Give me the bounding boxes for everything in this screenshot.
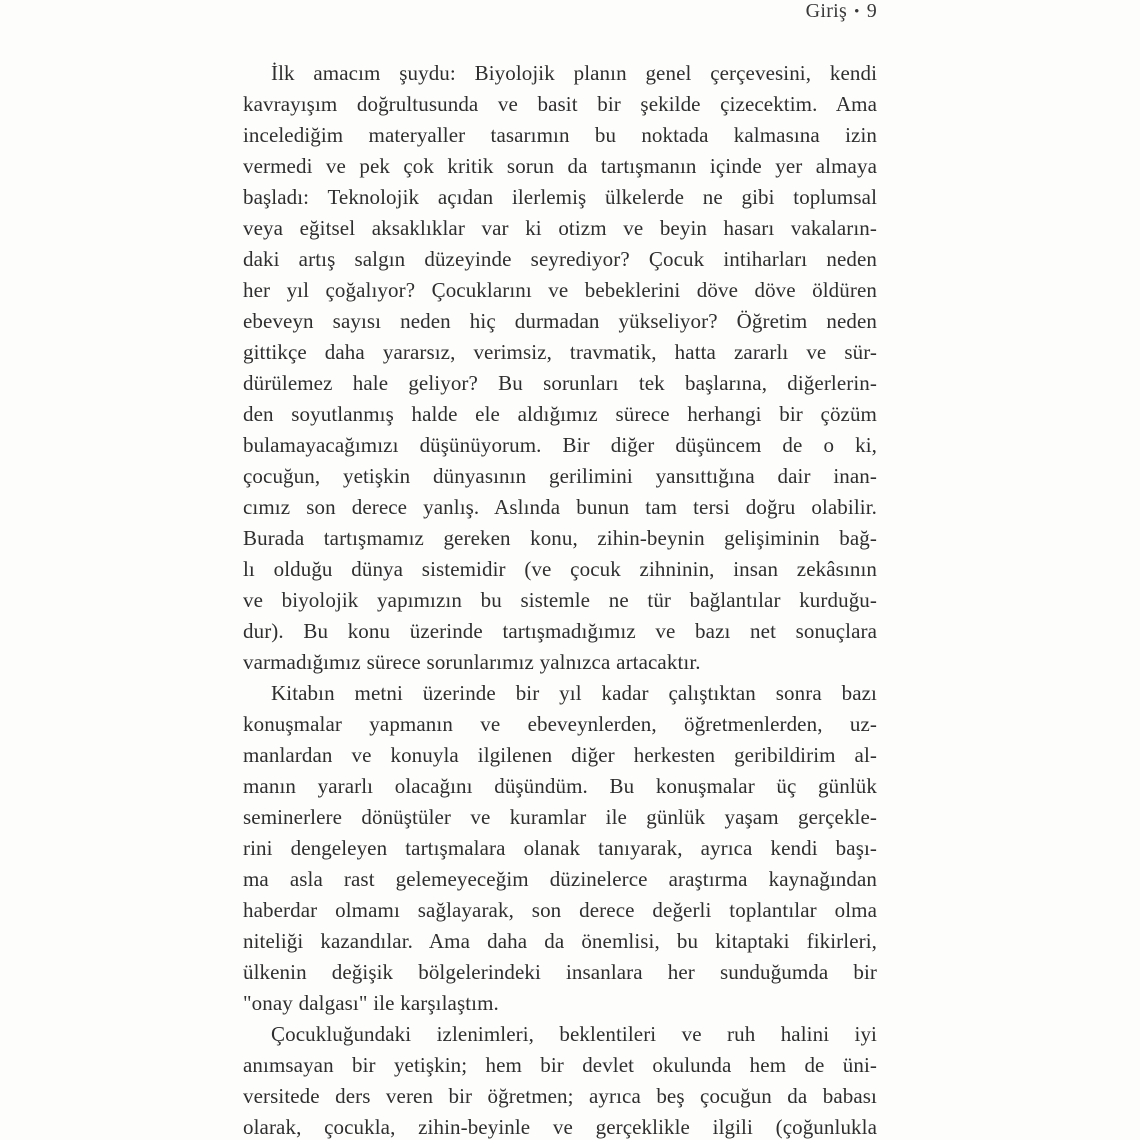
header-bullet-separator: •: [854, 4, 860, 20]
text-line: vermedi ve pek çok kritik sorun da tartışmanın içinde yer almaya: [243, 154, 877, 178]
text-line: niteliği kazandılar. Ama daha da önemlisi, bu kitaptaki fikirleri,: [243, 929, 877, 953]
text-line: daki artış salgın düzeyinde seyrediyor? Çocuk intiharları neden: [243, 247, 877, 271]
paragraph: [243, 58, 877, 678]
text-line: Burada tartışmamız gereken konu, zihin-beynin gelişiminin bağ-: [243, 526, 877, 550]
text-line: den soyutlanmış halde ele aldığımız sürece herhangi bir çözüm: [243, 402, 877, 426]
text-line: çocuğun, yetişkin dünyasının gerilimini yansıttığına dair inan-: [243, 464, 877, 488]
text-line: olarak, çocukla, zihin-beyinle ve gerçeklikle ilgili (çoğunlukla: [243, 1115, 877, 1139]
text-line: haberdar olmamı sağlayarak, son derece değerli toplantılar olma: [243, 898, 877, 922]
text-line: veya eğitsel aksaklıklar var ki otizm ve beyin hasarı vakaların-: [243, 216, 877, 240]
text-line: anımsayan bir yetişkin; hem bir devlet okulunda hem de üni-: [243, 1053, 877, 1077]
text-line: "onay dalgası" ile karşılaştım.: [243, 991, 499, 1015]
text-line: başladı: Teknolojik açıdan ilerlemiş ülkelerde ne gibi toplumsal: [243, 185, 877, 209]
text-line: incelediğim materyaller tasarımın bu noktada kalmasına izin: [243, 123, 877, 147]
text-line: dur). Bu konu üzerinde tartışmadığımız ve bazı net sonuçlara: [243, 619, 877, 643]
text-line: varmadığımız sürece sorunlarımız yalnızca artacaktır.: [243, 650, 701, 674]
text-line: ülkenin değişik bölgelerindeki insanlara her sunduğumda bir: [243, 960, 877, 984]
paragraph: [243, 678, 877, 1019]
text-line: kavrayışım doğrultusunda ve basit bir şekilde çizecektim. Ama: [243, 92, 877, 116]
page-body: [243, 58, 877, 1140]
text-line: lı olduğu dünya sistemidir (ve çocuk zihninin, insan zekâsının: [243, 557, 877, 581]
text-line: versitede ders veren bir öğretmen; ayrıca beş çocuğun da babası: [243, 1084, 877, 1108]
text-line: Çocukluğundaki izlenimleri, beklentileri ve ruh halini iyi: [271, 1022, 877, 1046]
text-line: İlk amacım şuydu: Biyolojik planın genel çerçevesini, kendi: [271, 61, 877, 85]
text-line: dürülemez hale geliyor? Bu sorunları tek başlarına, diğerlerin-: [243, 371, 877, 395]
page-number: 9: [866, 0, 877, 22]
text-line: manın yararlı olacağını düşündüm. Bu konuşmalar üç günlük: [243, 774, 877, 798]
running-header: [243, 0, 877, 23]
paragraph: [243, 1019, 877, 1140]
text-line: her yıl çoğalıyor? Çocuklarını ve bebeklerini döve döve öldüren: [243, 278, 877, 302]
text-line: ebeveyn sayısı neden hiç durmadan yükseliyor? Öğretim neden: [243, 309, 877, 333]
text-line: cımız son derece yanlış. Aslında bunun tam tersi doğru olabilir.: [243, 495, 877, 519]
text-line: gittikçe daha yararsız, verimsiz, travmatik, hatta zararlı ve sür-: [243, 340, 877, 364]
text-line: Kitabın metni üzerinde bir yıl kadar çalıştıktan sonra bazı: [271, 681, 877, 705]
text-line: konuşmalar yapmanın ve ebeveynlerden, öğretmenlerden, uz-: [243, 712, 877, 736]
text-line: bulamayacağımızı düşünüyorum. Bir diğer düşüncem de o ki,: [243, 433, 877, 457]
text-line: ma asla rast gelemeyeceğim düzinelerce araştırma kaynağından: [243, 867, 877, 891]
section-title: Giriş: [805, 0, 848, 22]
text-line: rini dengeleyen tartışmalara olanak tanıyarak, ayrıca kendi başı-: [243, 836, 877, 860]
text-line: ve biyolojik yapımızın bu sistemle ne tür bağlantılar kurduğu-: [243, 588, 877, 612]
text-line: seminerlere dönüştüler ve kuramlar ile günlük yaşam gerçekle-: [243, 805, 877, 829]
text-line: manlardan ve konuyla ilgilenen diğer herkesten geribildirim al-: [243, 743, 877, 767]
